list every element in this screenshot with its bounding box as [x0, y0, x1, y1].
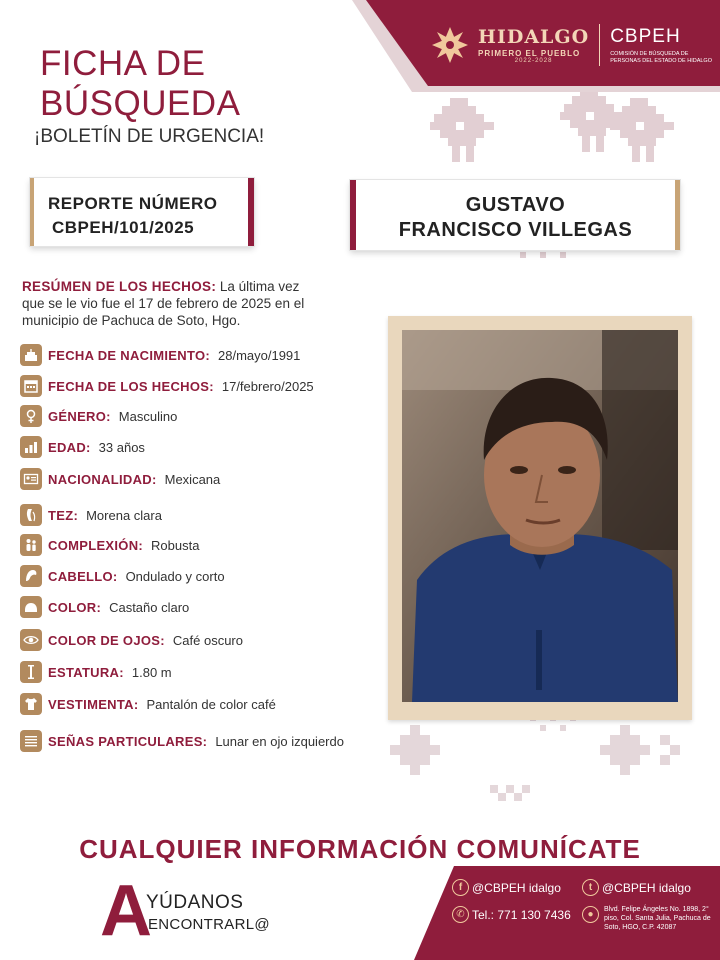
- field-label: COLOR:: [48, 599, 102, 615]
- field-value: Morena clara: [86, 507, 162, 523]
- bottom-embroidery-pattern: [380, 715, 720, 835]
- field-value: Robusta: [151, 537, 200, 553]
- twitter-link[interactable]: [582, 879, 691, 896]
- help-logo-line-2: ENCONTRARL@: [148, 916, 270, 933]
- field-nationality: [20, 467, 220, 491]
- call-to-action: CUALQUIER INFORMACIÓN COMUNÍCATE: [79, 834, 641, 864]
- field-value: 1.80 m: [131, 664, 172, 680]
- field-value: Mexicana: [164, 471, 221, 487]
- gender-icon: [20, 405, 42, 427]
- header-logo: [430, 24, 720, 66]
- field-label: TEZ:: [48, 507, 79, 523]
- cake-icon: [20, 344, 42, 366]
- person-photo: [402, 330, 678, 702]
- report-number-box: [30, 178, 254, 246]
- eye-icon: [20, 629, 42, 651]
- page-subtitle: ¡BOLETÍN DE URGENCIA!: [34, 126, 265, 147]
- field-hair: [20, 564, 225, 588]
- summary-text-2: que se le vio fue el 17 de febrero de 2025 en el: [22, 296, 305, 311]
- field-distinguishing-marks: [20, 729, 344, 753]
- marks-icon: [20, 730, 42, 752]
- calendar-icon: [20, 375, 42, 397]
- field-label: GÉNERO:: [48, 408, 111, 424]
- id-card-icon: [20, 468, 42, 490]
- facebook-link[interactable]: [452, 879, 561, 896]
- field-label: EDAD:: [48, 439, 91, 455]
- summary-label: RESÚMEN DE LOS HECHOS:: [22, 279, 217, 294]
- field-value: Pantalón de color café: [146, 696, 276, 712]
- person-name-line-1: GUSTAVO: [465, 194, 566, 216]
- field-hair-color: [20, 595, 189, 619]
- logo-name: HIDALGO: [478, 26, 590, 48]
- logo-divider: [599, 24, 600, 66]
- field-label: VESTIMENTA:: [48, 696, 139, 712]
- field-build: [20, 533, 199, 557]
- body-icon: [20, 534, 42, 556]
- skin-icon: [20, 504, 42, 526]
- help-logo-line-1: YÚDANOS: [146, 892, 244, 913]
- clothing-icon: [20, 693, 42, 715]
- field-label: FECHA DE LOS HECHOS:: [48, 378, 214, 394]
- field-label: NACIONALIDAD:: [48, 471, 157, 487]
- office-address: Blvd. Felipe Ángeles No. 1898, 2° piso, Col. Santa Julia, Pachuca de Soto, HGO, C.P. 42087: [604, 906, 711, 931]
- field-gender: [20, 404, 177, 428]
- person-name-box: [350, 180, 680, 250]
- person-photo-image: [402, 330, 678, 702]
- field-value: Castaño claro: [109, 599, 190, 615]
- field-label: SEÑAS PARTICULARES:: [48, 733, 208, 749]
- age-bars-icon: [20, 436, 42, 458]
- field-value: Lunar en ojo izquierdo: [215, 733, 344, 749]
- location-pin-icon: ●: [582, 906, 599, 923]
- location-marker: [582, 906, 602, 923]
- field-value: 17/febrero/2025: [221, 378, 314, 394]
- color-icon: [20, 596, 42, 618]
- twitter-handle: @CBPEH idalgo: [602, 880, 691, 895]
- phone-icon: ✆: [452, 906, 469, 923]
- logo-years: 2022-2028: [514, 58, 553, 64]
- field-age: [20, 435, 145, 459]
- report-label: REPORTE NÚMERO: [48, 194, 218, 213]
- phone-number: Tel.: 771 130 7436: [472, 907, 571, 922]
- hidalgo-flower-icon: [430, 25, 470, 65]
- facebook-handle: @CBPEH idalgo: [472, 880, 561, 895]
- report-number: CBPEH/101/2025: [52, 218, 195, 237]
- title-line-1: FICHA DE: [40, 44, 206, 83]
- field-value: 33 años: [98, 439, 145, 455]
- person-name-line-2: FRANCISCO VILLEGAS: [398, 219, 633, 241]
- field-clothing: [20, 692, 276, 716]
- field-value: Café oscuro: [172, 632, 243, 648]
- org-full-name: COMISIÓN DE BÚSQUEDA DE PERSONAS DEL ESTADO DE HIDALGO: [610, 50, 712, 64]
- field-value: Masculino: [118, 408, 178, 424]
- page-title: [40, 44, 240, 124]
- twitter-icon: t: [582, 879, 599, 896]
- field-value: 28/mayo/1991: [218, 347, 301, 363]
- field-eye-color: [20, 628, 243, 652]
- help-us-find-logo: [100, 871, 320, 951]
- height-icon: [20, 661, 42, 683]
- field-label: ESTATURA:: [48, 664, 124, 680]
- field-label: CABELLO:: [48, 568, 118, 584]
- field-height: [20, 660, 172, 684]
- help-logo-letter: A: [100, 871, 152, 951]
- logo-slogan: PRIMERO EL PUEBLO: [478, 49, 581, 58]
- summary-of-facts: [22, 278, 352, 329]
- org-acronym: CBPEH: [610, 25, 681, 47]
- hair-icon: [20, 565, 42, 587]
- phone-link[interactable]: [452, 906, 571, 923]
- field-label: COMPLEXIÓN:: [48, 537, 144, 553]
- summary-text-3: municipio de Pachuca de Soto, Hgo.: [22, 313, 241, 328]
- field-event-date: [20, 374, 314, 398]
- summary-text-1: La última vez: [219, 279, 300, 294]
- field-label: COLOR DE OJOS:: [48, 632, 165, 648]
- field-birth-date: [20, 343, 300, 367]
- field-skin-tone: [20, 503, 162, 527]
- facebook-icon: f: [452, 879, 469, 896]
- title-line-2: BÚSQUEDA: [40, 84, 241, 123]
- field-value: Ondulado y corto: [125, 568, 225, 584]
- field-label: FECHA DE NACIMIENTO:: [48, 347, 210, 363]
